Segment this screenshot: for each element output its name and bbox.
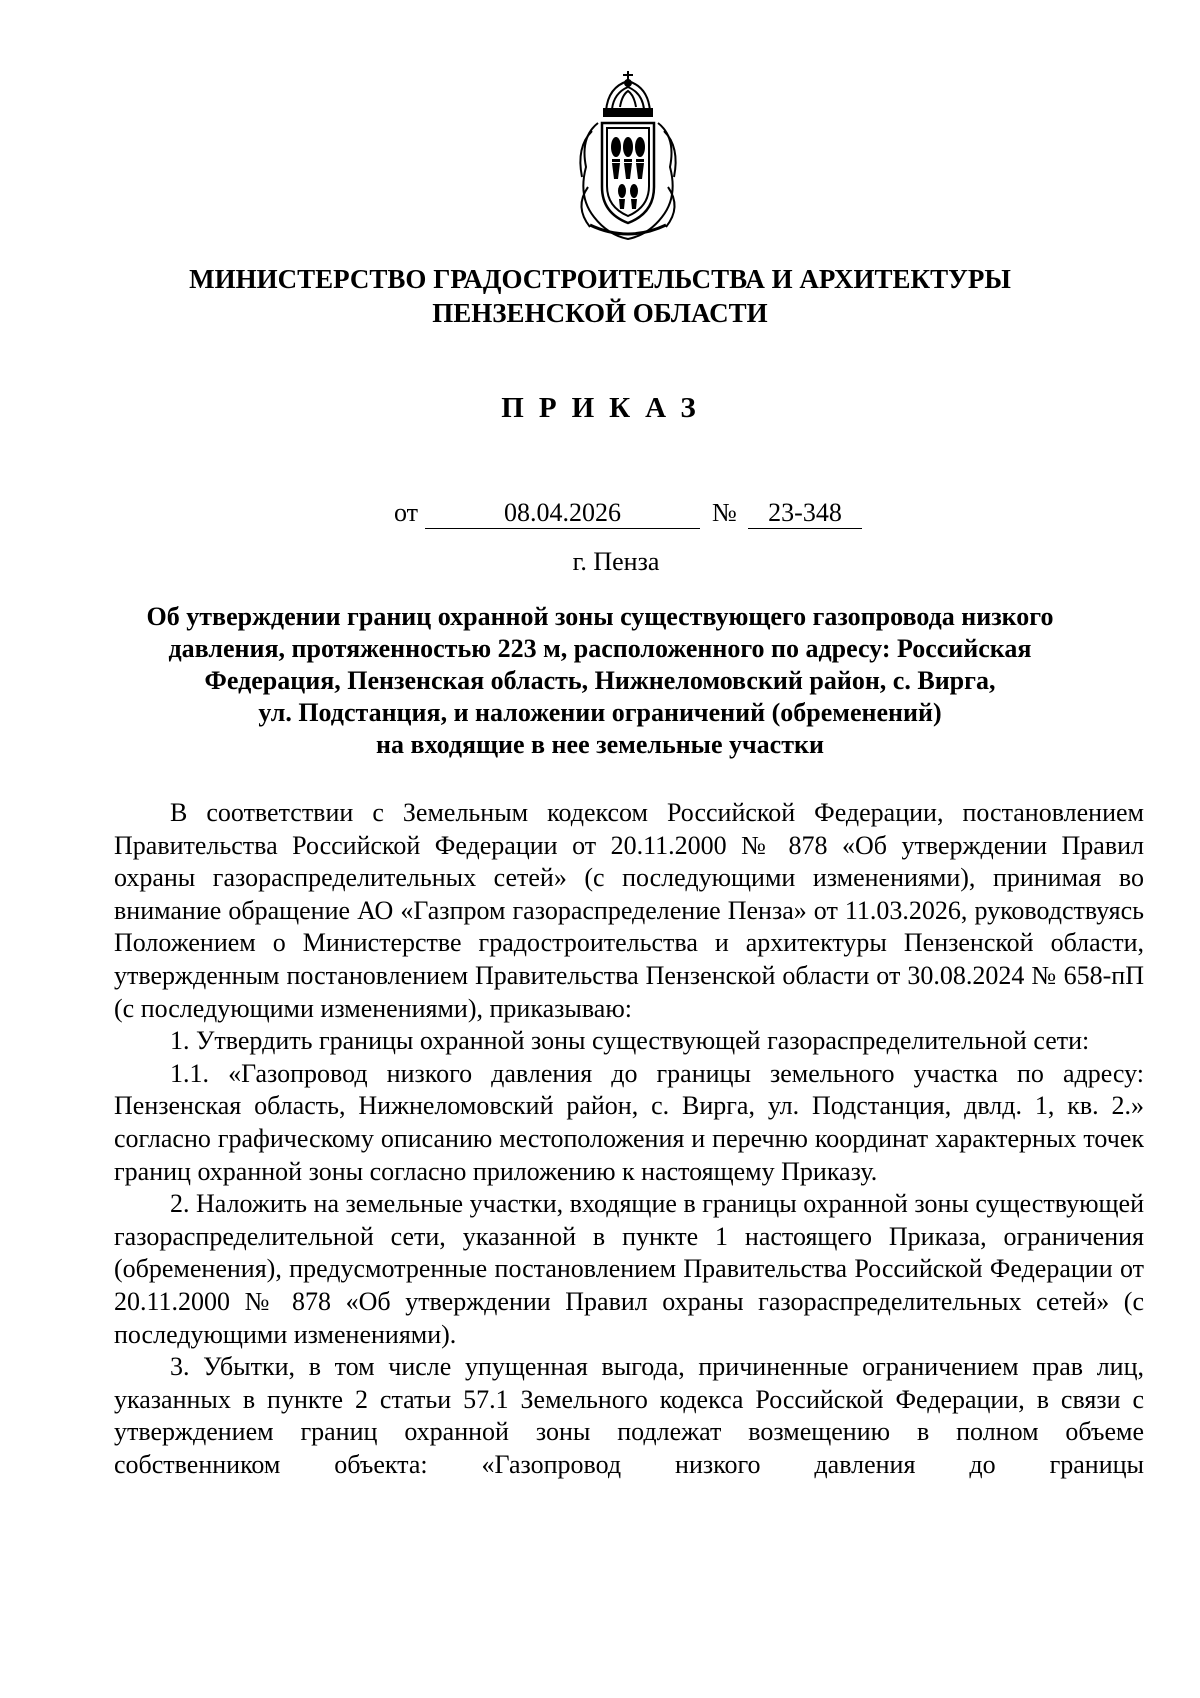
body-paragraph-item-3: 3. Убытки, в том числе упущенная выгода, причиненные ограничением прав лиц, указанных в пункте 2 статьи 57.1 Земельного кодекса Российской Федерации, в связи с утверждением границ охранной зоны подлежат возмещению в полном объеме собственником объекта: «Газопровод низкого давления до границы [114,1352,1144,1479]
order-date: 08.04.2026 [425,498,700,529]
order-body [114,797,1144,1481]
subject-line: давления, протяженностью 223 м, расположенного по адресу: Российская [168,634,1032,663]
number-sign: № [712,498,737,527]
order-city: г. Пенза [572,547,660,576]
coat-of-arms-icon [568,67,688,245]
ministry-name [0,262,1200,330]
body-paragraph-item-1: 1. Утвердить границы охранной зоны существующей газораспределительной сети: [170,1026,1090,1056]
subject-line: на входящие в нее земельные участки [376,730,824,759]
body-paragraph-item-1-1: 1.1. «Газопровод низкого давления до границы земельного участка по адресу: Пензенская область, Нижнеломовский район, с. Вирга, ул. Подстанция, двлд. 1, кв. 2.» согласно графическому описанию местоположения и перечню координат характерных точек границ охранной зоны согласно приложению к настоящему Приказу. [114,1058,1144,1186]
ministry-line-1: МИНИСТЕРСТВО ГРАДОСТРОИТЕЛЬСТВА И АРХИТЕКТУРЫ [189,264,1011,294]
subject-line: ул. Подстанция, и наложении ограничений (обременений) [258,698,942,727]
subject-line: Федерация, Пензенская область, Нижнеломовский район, с. Вирга, [204,666,996,695]
order-number: 23-348 [748,498,862,529]
order-date-number-line [0,498,1200,534]
body-paragraph-item-2: 2. Наложить на земельные участки, входящие в границы охранной зоны существующей газораспределительной сети, указанной в пункте 1 настоящего Приказа, ограничения (обременения), предусмотренные постановлением Правительства Российской Федерации от 20.11.2000 № 878 «Об утверждении Правил охраны газораспределительных сетей» (с последующими изменениями). [114,1189,1144,1349]
ministry-line-2: ПЕНЗЕНСКОЙ ОБЛАСТИ [432,298,768,328]
body-paragraph-preamble: В соответствии с Земельным кодексом Российской Федерации, постановлением Правительства Российской Федерации от 20.11.2000 № 878 «Об утверждении Правил охраны газораспределительных сетей» (с последующими изменениями), принимая во внимание обращение АО «Газпром газораспределение Пенза» от 11.03.2026, руководствуясь Положением о Министерстве градостроительства и архитектуры Пензенской области, утвержденным постановлением Правительства Пензенской области от 30.08.2024 № 658-пП (с последующими изменениями), приказываю: [114,798,1144,1023]
subject-line: Об утверждении границ охранной зоны существующего газопровода низкого [146,602,1054,631]
order-subject [120,601,1080,761]
date-prefix: от [394,498,419,527]
order-title: ПРИКАЗ [501,392,711,424]
